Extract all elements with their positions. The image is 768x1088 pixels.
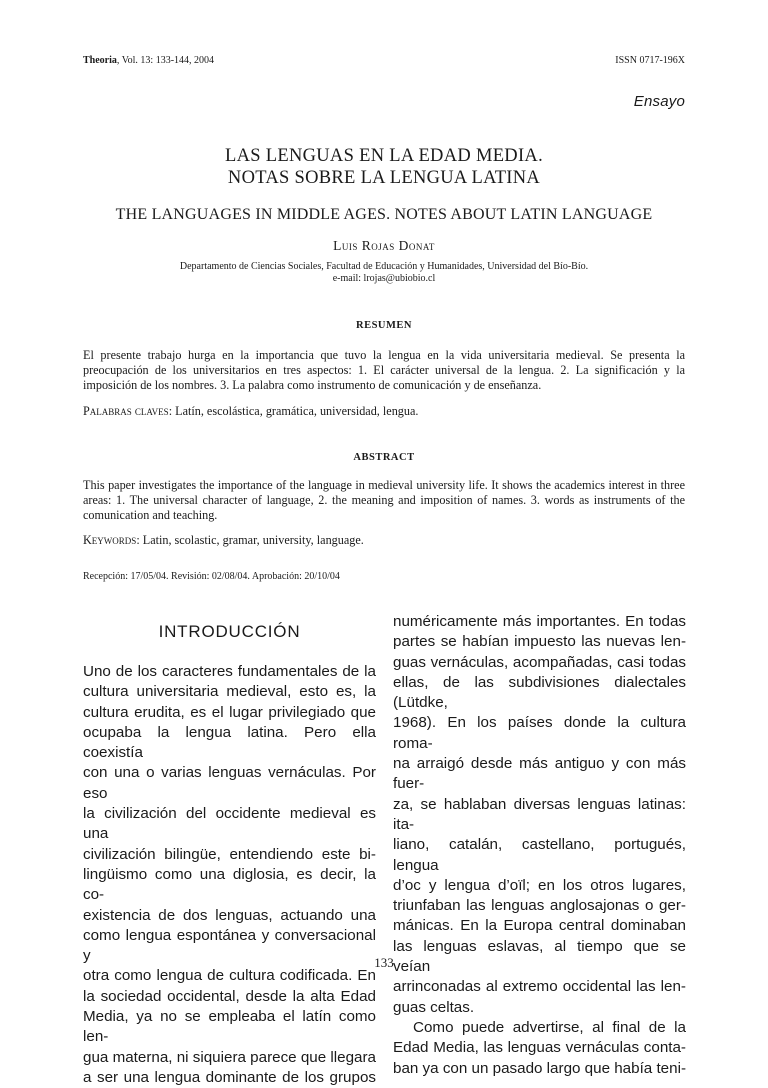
journal-name: Theoria (83, 55, 117, 66)
body-line: partes se habían impuesto las nuevas len- (393, 633, 686, 651)
body-line: las lenguas eslavas, al tiempo que se veían (393, 937, 686, 976)
body-line: lingüismo como una diglosia, es decir, la co- (83, 865, 376, 904)
issn: ISSN 0717-196X (615, 55, 685, 66)
body-line: cultura erudita, es el lugar privilegiado que (83, 703, 376, 721)
body-line: Media, ya no se empleaba el latín como len- (83, 1008, 376, 1046)
resumen-heading: RESUMEN (355, 320, 412, 331)
body-line: a ser una lengua dominante de los grupos (83, 1068, 376, 1086)
journal-volume: , Vol. 13: 133-144, 2004 (116, 55, 215, 66)
body-line: existencia de dos lenguas, actuando una (83, 906, 376, 924)
body-line: Edad Media, las lenguas vernáculas conta- (393, 1039, 686, 1057)
body-line: ocupaba la lengua latina. Pero ella coexistía (83, 723, 376, 762)
resumen-text: El presente trabajo hurga en la importancia que tuvo la lengua en la vida universitaria medieval. Se presenta la preocupación de los universitarios en tres aspectos: 1. El carácter universal de la lengua. 2. La significación y la imposición de los nombres. 3. La palabra como instrumento de comunicación y de enseñanza. (83, 348, 685, 392)
body-line: como lengua espontánea y conversacional y (83, 926, 376, 965)
author-affiliation (83, 261, 685, 285)
keywords-list: : Latin, scolastic, gramar, university, language. (136, 533, 364, 547)
body-line: Como puede advertirse, al final de la (413, 1018, 686, 1036)
author-name: Luis Rojas Donat (333, 238, 435, 253)
body-line: za, se hablaban diversas lenguas latinas: ita- (393, 795, 686, 833)
keywords-label: Palabras claves (83, 404, 169, 418)
body-line: liano, catalán, castellano, portugués, lengua (393, 836, 686, 874)
body-column-right (393, 612, 686, 1079)
abstract-keywords (83, 533, 685, 548)
keywords-label: Keywords (83, 533, 137, 547)
body-line: na arraigó desde más antiguo y con más fuer- (393, 755, 686, 793)
article-dates: Recepción: 17/05/04. Revisión: 02/08/04. Aprobación: 20/10/04 (83, 571, 340, 582)
article-title-line-1: LAS LENGUAS EN LA EDAD MEDIA. (224, 146, 544, 166)
abstract-text: This paper investigates the importance of the language in medieval university life. It shows the academics interest in three areas: 1. The universal character of language, 2. the meaning and imposition of names. 3. words as instruments of the comunication and teaching. (83, 478, 685, 522)
body-line: 1968). En los países donde la cultura roma- (393, 714, 686, 752)
body-line: con una o varias lenguas vernáculas. Por eso (83, 764, 376, 802)
abstract-heading: ABSTRACT (353, 452, 415, 463)
body-line: ban ya con un pasado largo que había teni- (393, 1059, 687, 1077)
body-column-left (83, 662, 376, 1088)
body-line: la civilización del occidente medieval es una (83, 805, 376, 843)
article-title-line-2: NOTAS SOBRE LA LENGUA LATINA (227, 168, 541, 188)
body-line: ellas, de las subdivisiones dialectales (Lütdke, (393, 673, 686, 712)
affiliation-email: e-mail: lrojas@ubiobio.cl (332, 273, 436, 284)
page-number: 133 (374, 955, 394, 970)
body-line: la sociedad occidental, desde la alta Edad (83, 987, 376, 1005)
body-line: mánicas. En la Europa central dominaban (393, 917, 686, 935)
introduction-heading: INTRODUCCIÓN (158, 622, 301, 641)
affiliation-department: Departamento de Ciencias Sociales, Facultad de Educación y Humanidades, Universidad del Bío-Bío. (179, 261, 589, 272)
body-line: guas celtas. (393, 998, 475, 1016)
article-title (83, 145, 685, 189)
body-line: guas vernáculas, acompañadas, casi todas (393, 653, 686, 671)
body-line: numéricamente más importantes. En todas (393, 613, 686, 630)
resumen-keywords (83, 404, 685, 419)
article-title-english: THE LANGUAGES IN MIDDLE AGES. NOTES ABOUT LATIN LANGUAGE (115, 206, 653, 223)
keywords-list: : Latín, escolástica, gramática, universidad, lengua. (168, 404, 419, 418)
body-line: civilización bilingüe, entendiendo este bi- (83, 845, 376, 863)
body-line: triunfaban las lenguas anglosajonas o ger- (393, 897, 686, 915)
body-line: d’oc y lengua d’oïl; en los otros lugares, (393, 876, 686, 894)
running-header-citation (83, 55, 214, 66)
body-line: gua materna, ni siquiera parece que llegara (83, 1048, 376, 1066)
body-line: Uno de los caracteres fundamentales de la (83, 663, 376, 680)
body-line: otra como lengua de cultura codificada. En (83, 967, 376, 985)
body-line: cultura universitaria medieval, esto es, la (83, 683, 376, 701)
body-line: arrinconadas al extremo occidental las len- (393, 978, 686, 996)
section-label: Ensayo (633, 93, 685, 110)
